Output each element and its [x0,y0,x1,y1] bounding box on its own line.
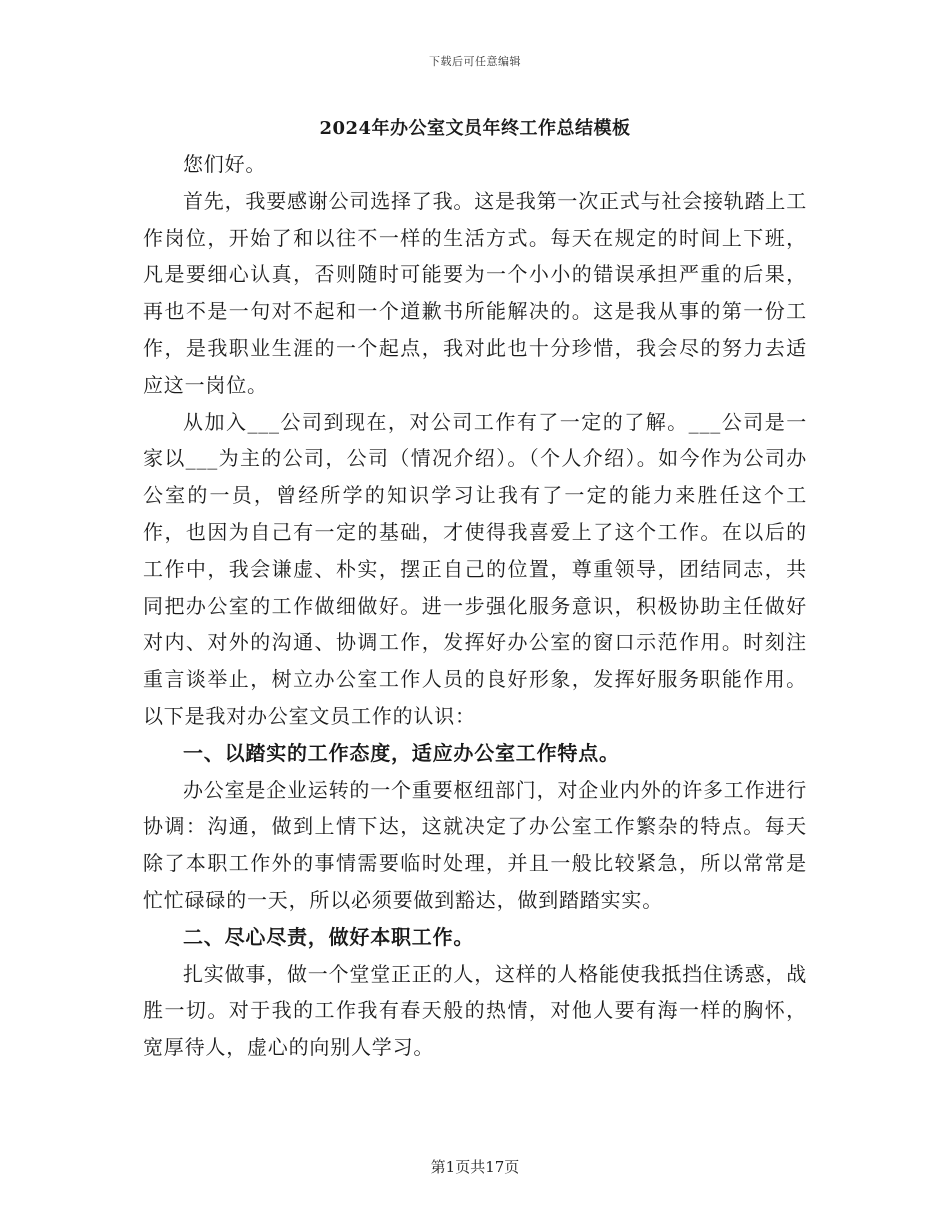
section-heading-2: 二、尽心尽责，做好本职工作。 [183,924,475,949]
document-body [143,112,807,1066]
paragraph-company: 从加入___公司到现在，对公司工作有了一定的了解。___公司是一家以___为主的公司，公司（情况介绍）。（个人介绍）。如今作为公司办公室的一员，曾经所学的知识学习让我有了一定的能力来胜任这个工作，也因为自己有一定的基础，才使得我喜爱上了这个工作。在以后的工作中，我会谦虚、朴实，摆正自己的位置，尊重领导，团结同志，共同把办公室的工作做细做好。进一步强化服务意识，积极协助主任做好对内、对外的沟通、协调工作，发挥好办公室的窗口示范作用。时刻注重言谈举止，树立办公室工作人员的良好形象，发挥好服务职能作用。以下是我对办公室文员工作的认识： [143,409,807,728]
section-body-2: 扎实做事，做一个堂堂正正的人，这样的人格能使我抵挡住诱惑，战胜一切。对于我的工作我有春天般的热情，对他人要有海一样的胸怀，宽厚待人，虚心的向别人学习。 [143,961,807,1060]
paragraph-intro: 首先，我要感谢公司选择了我。这是我第一次正式与社会接轨踏上工作岗位，开始了和以往不一样的生活方式。每天在规定的时间上下班，凡是要细心认真，否则随时可能要为一个小小的错误承担严重的后果，再也不是一句对不起和一个道歉书所能解决的。这是我从事的第一份工作，是我职业生涯的一个起点，我对此也十分珍惜，我会尽的努力去适应这一岗位。 [143,188,807,397]
greeting: 您们好。 [183,152,267,176]
page-header-note: 下载后可任意编辑 [429,55,521,68]
section-body-1: 办公室是企业运转的一个重要枢纽部门，对企业内外的许多工作进行协调：沟通，做到上情下达，这就决定了办公室工作繁杂的特点。每天除了本职工作外的事情需要临时处理，并且一般比较紧急，所以常常是忙忙碌碌的一天，所以必须要做到豁达，做到踏踏实实。 [143,777,807,912]
page-number: 第1页共17页 [430,1158,520,1176]
document-title: 2024年办公室文员年终工作总结模板 [319,118,631,139]
section-heading-1: 一、以踏实的工作态度，适应办公室工作特点。 [183,740,620,765]
